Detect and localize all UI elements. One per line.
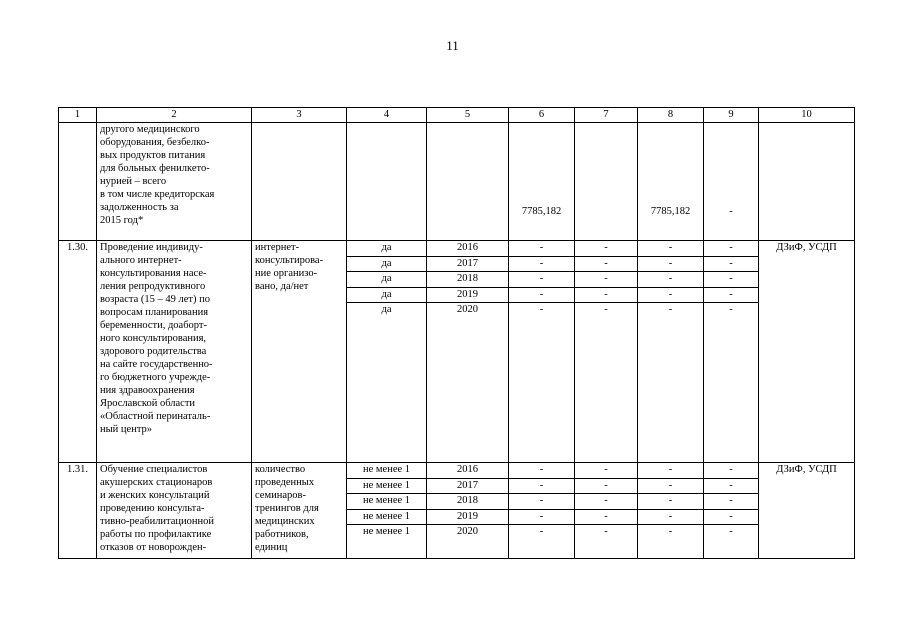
year-value: 2020	[427, 525, 509, 559]
col6-value: -	[509, 287, 575, 303]
col8-value: -	[638, 256, 704, 272]
col6-value: -	[509, 241, 575, 257]
row-description: Проведение индивиду- ального интернет- консультирования насе- ления репродуктивного возраста (15 – 49 лет) по вопросам планирования беременности, доаборт- ного консультирования, здорового родительства на сайте государственно- го бюджетного учрежде- ния здравоохранения Ярославской области «Областной перинаталь- ный центр»	[97, 241, 252, 463]
row-responsible: ДЗиФ, УСДП	[759, 463, 855, 559]
col8-value: -	[638, 478, 704, 494]
col8-value: -	[638, 303, 704, 463]
col-header-7: 7	[575, 108, 638, 123]
year-value: 2019	[427, 509, 509, 525]
target-value: не менее 1	[347, 509, 427, 525]
year-value: 2018	[427, 272, 509, 288]
col6-value: -	[509, 256, 575, 272]
col-header-3: 3	[252, 108, 347, 123]
col6-value: -	[509, 463, 575, 479]
col-header-5: 5	[427, 108, 509, 123]
table-row-1-30	[59, 241, 855, 257]
col8-value: -	[638, 272, 704, 288]
col-header-4: 4	[347, 108, 427, 123]
row-indicator: количество проведенных семинаров- тренингов для медицинских работников, единиц	[252, 463, 347, 559]
col8-value: -	[638, 463, 704, 479]
col8-value: -	[638, 525, 704, 559]
year-value: 2016	[427, 463, 509, 479]
col9-value: -	[704, 287, 759, 303]
header-row	[59, 108, 855, 123]
year-value: 2020	[427, 303, 509, 463]
col7-value: -	[575, 463, 638, 479]
table-row-continuation	[59, 123, 855, 241]
col9-value: -	[704, 525, 759, 559]
col7-value: -	[575, 241, 638, 257]
col-header-2: 2	[97, 108, 252, 123]
col8-value: -	[638, 509, 704, 525]
col6-value: -	[509, 478, 575, 494]
col9-value: -	[704, 494, 759, 510]
col-header-10: 10	[759, 108, 855, 123]
target-value: да	[347, 287, 427, 303]
row-indicator: интернет- консультирова- ние организо- вано, да/нет	[252, 241, 347, 463]
row-description: Обучение специалистов акушерских стационаров и женских консультаций проведению консульта- тивно-реабилитационной работы по профилактике отказов от новорожден-	[97, 463, 252, 559]
col9-value: -	[704, 509, 759, 525]
cont-col9-dash: -	[704, 123, 759, 241]
year-value: 2019	[427, 287, 509, 303]
col-header-6: 6	[509, 108, 575, 123]
col8-value: -	[638, 241, 704, 257]
col6-value: -	[509, 272, 575, 288]
row-responsible: ДЗиФ, УСДП	[759, 241, 855, 463]
col9-value: -	[704, 241, 759, 257]
col9-value: -	[704, 463, 759, 479]
target-value: да	[347, 303, 427, 463]
col9-value: -	[704, 272, 759, 288]
col8-value: -	[638, 494, 704, 510]
year-value: 2018	[427, 494, 509, 510]
year-value: 2017	[427, 478, 509, 494]
cont-col6-amount: 7785,182	[509, 123, 575, 241]
col7-value: -	[575, 303, 638, 463]
col7-value: -	[575, 287, 638, 303]
target-value: да	[347, 256, 427, 272]
target-value: не менее 1	[347, 525, 427, 559]
col-header-9: 9	[704, 108, 759, 123]
row-number: 1.31.	[59, 463, 97, 559]
col7-value: -	[575, 509, 638, 525]
col7-value: -	[575, 256, 638, 272]
target-value: не менее 1	[347, 494, 427, 510]
col7-value: -	[575, 478, 638, 494]
page-number: 11	[446, 38, 459, 53]
col8-value: -	[638, 287, 704, 303]
year-value: 2017	[427, 256, 509, 272]
table-row-1-31	[59, 463, 855, 479]
col7-value: -	[575, 525, 638, 559]
cont-col8-amount: 7785,182	[638, 123, 704, 241]
target-value: да	[347, 241, 427, 257]
col9-value: -	[704, 256, 759, 272]
col6-value: -	[509, 525, 575, 559]
col6-value: -	[509, 494, 575, 510]
col9-value: -	[704, 303, 759, 463]
row-number: 1.30.	[59, 241, 97, 463]
col6-value: -	[509, 509, 575, 525]
program-table	[58, 107, 855, 559]
target-value: да	[347, 272, 427, 288]
target-value: не менее 1	[347, 478, 427, 494]
col7-value: -	[575, 272, 638, 288]
col-header-8: 8	[638, 108, 704, 123]
col9-value: -	[704, 478, 759, 494]
cont-description: другого медицинского оборудования, безбелко- вых продуктов питания для больных фенилкето- нурией – всего в том числе кредиторская задолженность за 2015 год*	[97, 123, 252, 241]
col7-value: -	[575, 494, 638, 510]
col-header-1: 1	[59, 108, 97, 123]
year-value: 2016	[427, 241, 509, 257]
col6-value: -	[509, 303, 575, 463]
target-value: не менее 1	[347, 463, 427, 479]
